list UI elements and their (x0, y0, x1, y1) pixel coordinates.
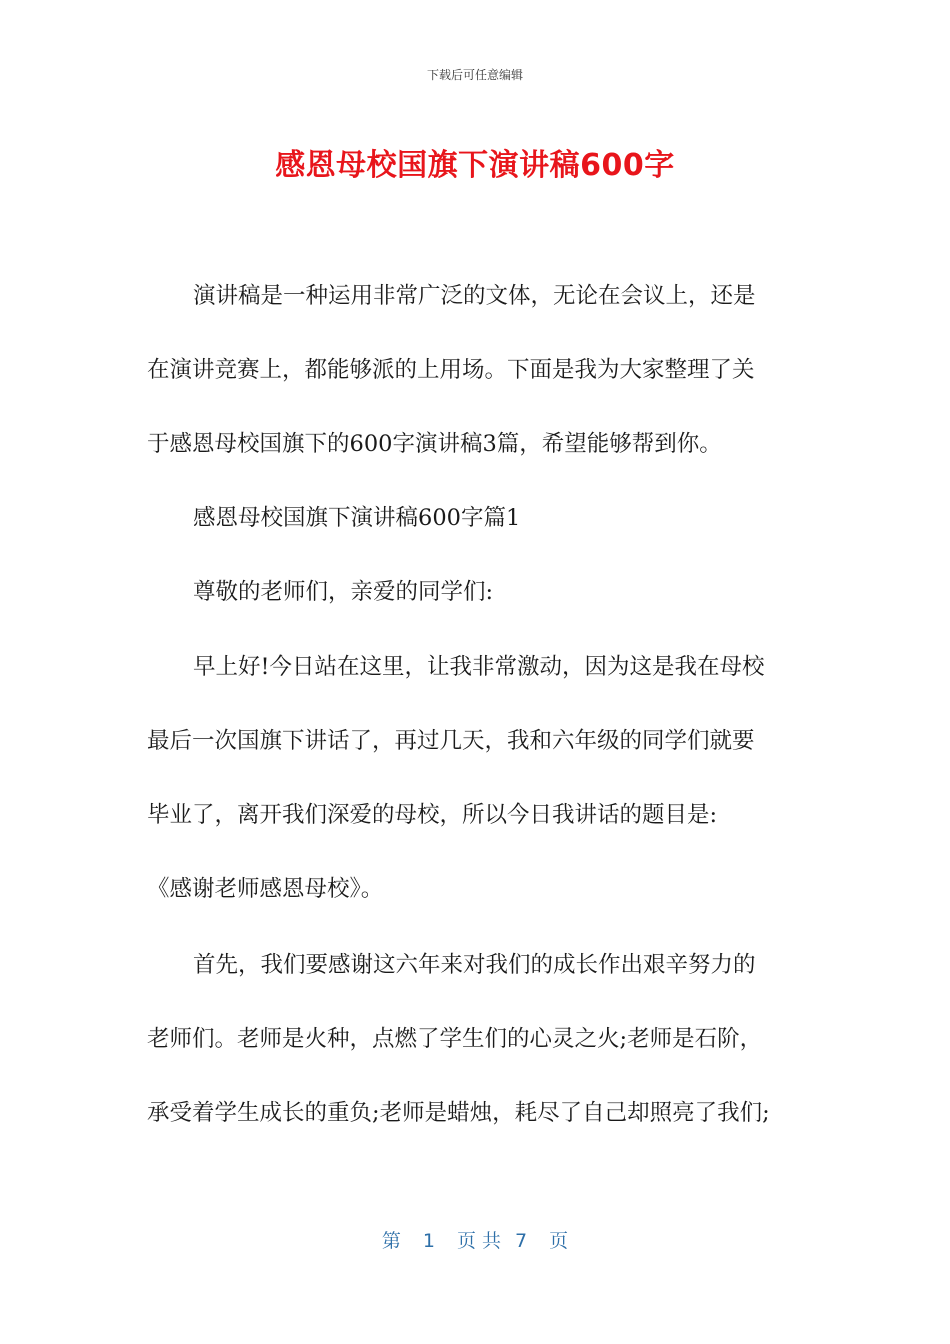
footer-prefix: 第 (381, 1230, 401, 1252)
paragraph-line: 首先，我们要感谢这六年来对我们的成长作出艰辛努力的 (193, 952, 756, 978)
paragraph-line: 早上好!今日站在这里，让我非常激动，因为这是我在母校 (193, 654, 765, 680)
footer-total-pages: 7 (515, 1230, 528, 1252)
paragraph-line: 《感谢老师感恩母校》。 (147, 876, 384, 902)
footer-suffix: 页 (549, 1230, 569, 1252)
paragraph-line: 承受着学生成长的重负;老师是蜡烛，耗尽了自己却照亮了我们; (147, 1100, 770, 1126)
document-title: 感恩母校国旗下演讲稿600字 (275, 148, 675, 183)
paragraph-line: 于感恩母校国旗下的600字演讲稿3篇，希望能够帮到你。 (147, 431, 722, 457)
paragraph-line: 演讲稿是一种运用非常广泛的文体，无论在会议上，还是 (193, 283, 756, 309)
paragraph-line: 在演讲竞赛上，都能够派的上用场。下面是我为大家整理了关 (147, 357, 755, 383)
header-note: 下载后可任意编辑 (426, 68, 523, 82)
section-heading: 感恩母校国旗下演讲稿600字篇1 (193, 505, 521, 531)
page-footer (0, 1226, 950, 1253)
footer-middle: 页 共 (456, 1230, 502, 1252)
footer-current-page: 1 (422, 1230, 435, 1252)
salutation-line: 尊敬的老师们，亲爱的同学们: (193, 579, 494, 605)
paragraph-line: 最后一次国旗下讲话了，再过几天，我和六年级的同学们就要 (147, 728, 755, 754)
paragraph-line: 毕业了，离开我们深爱的母校，所以今日我讲话的题目是: (147, 802, 718, 828)
paragraph-line: 老师们。老师是火种，点燃了学生们的心灵之火;老师是石阶， (147, 1026, 763, 1052)
